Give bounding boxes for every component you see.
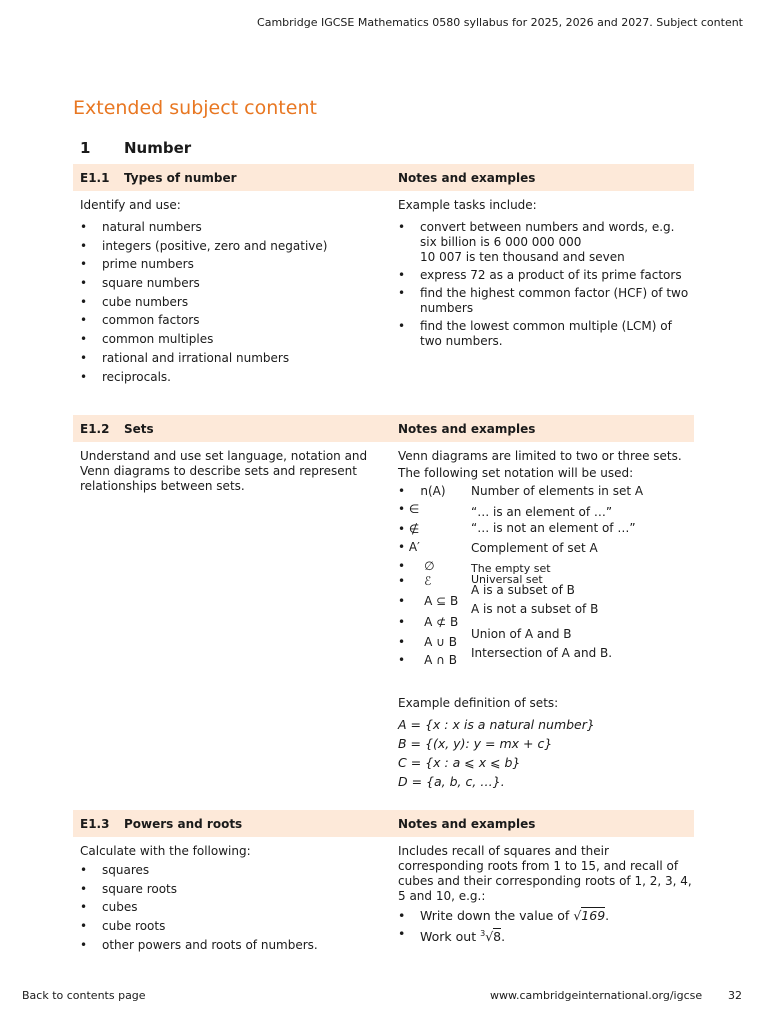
cube-root-sign: √ bbox=[485, 929, 494, 945]
e13-name: Powers and roots bbox=[124, 817, 243, 831]
notation-symbol: • n(A) bbox=[398, 484, 446, 498]
list-item: • square roots bbox=[80, 882, 370, 897]
notation-meaning: Union of A and B bbox=[471, 627, 572, 641]
e12-notes bbox=[398, 449, 694, 793]
list-item: • natural numbers bbox=[80, 220, 370, 235]
notation-meaning: A is a subset of B bbox=[471, 583, 575, 597]
section-heading bbox=[80, 139, 191, 157]
list-item: • common multiples bbox=[80, 332, 370, 347]
task-end: . bbox=[501, 929, 506, 945]
e11-name: Types of number bbox=[124, 171, 237, 185]
list-item: • express 72 as a product of its prime factors bbox=[398, 268, 694, 283]
notation-meaning: “… is an element of …” bbox=[471, 505, 613, 519]
e11-code: E1.1 bbox=[80, 171, 110, 185]
list-item: • find the highest common factor (HCF) of two numbers bbox=[398, 286, 694, 316]
e13-code: E1.3 bbox=[80, 817, 110, 831]
e11-content bbox=[80, 198, 370, 388]
e13-notes-text: Includes recall of squares and their corresponding roots from 1 to 15, and recall of cubes and their corresponding roots of 1, 2, 3, 4, 5 and 10, e.g.: bbox=[398, 844, 692, 903]
website-link[interactable]: www.cambridgeinternational.org/igcse bbox=[490, 989, 703, 1002]
e12-name: Sets bbox=[124, 422, 154, 436]
e13-intro: Calculate with the following: bbox=[80, 844, 251, 858]
notation-symbol: • A ⊆ B bbox=[398, 594, 459, 608]
root-index: 3 bbox=[480, 929, 486, 938]
list-item: • integers (positive, zero and negative) bbox=[80, 239, 370, 254]
e13-header-band bbox=[73, 810, 694, 837]
notation-symbol: • ∅ bbox=[398, 559, 435, 573]
list-item: • rational and irrational numbers bbox=[80, 351, 370, 366]
set-definition: A = {x : x is a natural number} bbox=[398, 717, 595, 732]
notation-symbol: • A ⊄ B bbox=[398, 615, 459, 629]
list-item bbox=[398, 926, 694, 944]
task-text: Work out bbox=[420, 929, 477, 945]
notation-symbol: • ∉ bbox=[398, 522, 420, 536]
note-line: • convert between numbers and words, e.g. bbox=[420, 220, 675, 234]
e13-notes bbox=[398, 844, 694, 947]
e13-content bbox=[80, 844, 370, 956]
radicand: 8 bbox=[493, 929, 502, 945]
note-line: 10 007 is ten thousand and seven bbox=[420, 250, 625, 264]
e11-list bbox=[80, 220, 370, 385]
list-item bbox=[398, 908, 694, 923]
e11-notes-intro: Example tasks include: bbox=[398, 198, 537, 212]
list-item: • cube numbers bbox=[80, 295, 370, 310]
notation-symbol: • A′ bbox=[398, 540, 420, 554]
radicand: 169 bbox=[581, 908, 606, 923]
notation-meaning: Universal set bbox=[471, 573, 543, 586]
list-item: • common factors bbox=[80, 313, 370, 328]
e12-notes-line1: Venn diagrams are limited to two or three sets. bbox=[398, 449, 682, 463]
list-item: • square numbers bbox=[80, 276, 370, 291]
e11-notes-list bbox=[398, 220, 694, 349]
page-title: Extended subject content bbox=[73, 97, 317, 119]
list-item: • prime numbers bbox=[80, 257, 370, 272]
notation-symbol: • A ∩ B bbox=[398, 653, 458, 667]
e11-header-band bbox=[73, 164, 694, 191]
set-definition: B = {(x, y): y = mx + c} bbox=[398, 736, 553, 751]
notation-meaning: “… is not an element of …” bbox=[471, 521, 636, 535]
e12-header-band bbox=[73, 415, 694, 442]
e12-notes-line2: The following set notation will be used: bbox=[398, 466, 634, 480]
list-item: • reciprocals. bbox=[80, 370, 370, 385]
notation-meaning: Complement of set A bbox=[471, 541, 598, 555]
notation-symbol: • A ∪ B bbox=[398, 635, 458, 649]
e11-notes-label: Notes and examples bbox=[398, 171, 536, 185]
section-title: Number bbox=[124, 139, 192, 157]
notation-meaning: A is not a subset of B bbox=[471, 602, 599, 616]
set-definitions bbox=[398, 717, 694, 789]
list-item: • other powers and roots of numbers. bbox=[80, 938, 370, 953]
set-definition: C = {x : a ⩽ x ⩽ b} bbox=[398, 755, 521, 770]
note-line: six billion is 6 000 000 000 bbox=[420, 235, 582, 249]
set-notation-list bbox=[398, 484, 694, 667]
list-item: • cubes bbox=[80, 900, 370, 915]
back-to-contents-link[interactable]: Back to contents page bbox=[22, 989, 146, 1002]
e13-tasks bbox=[398, 908, 694, 944]
list-item: • find the lowest common multiple (LCM) of two numbers. bbox=[398, 319, 694, 349]
list-item: • cube roots bbox=[80, 919, 370, 934]
e13-list bbox=[80, 863, 370, 953]
e12-example-label: Example definition of sets: bbox=[398, 696, 559, 710]
e11-intro: Identify and use: bbox=[80, 198, 181, 212]
e12-notes-label: Notes and examples bbox=[398, 422, 536, 436]
list-item bbox=[398, 220, 694, 265]
notation-meaning: Number of elements in set A bbox=[471, 484, 644, 498]
notation-meaning: Intersection of A and B. bbox=[471, 646, 613, 660]
set-definition: D = {a, b, c, …}. bbox=[398, 774, 505, 789]
list-item: • squares bbox=[80, 863, 370, 878]
notation-symbol: • ℰ bbox=[398, 574, 432, 588]
e13-notes-label: Notes and examples bbox=[398, 817, 536, 831]
e12-content: Understand and use set language, notation and Venn diagrams to describe sets and represent relationships between sets. bbox=[80, 449, 368, 493]
task-end: . bbox=[605, 908, 610, 923]
e12-code: E1.2 bbox=[80, 422, 110, 436]
notation-meaning: The empty set bbox=[471, 562, 551, 575]
section-number: 1 bbox=[80, 139, 91, 157]
square-root-sign: √ bbox=[573, 908, 582, 923]
task-text: Write down the value of bbox=[420, 908, 570, 923]
page-number: 32 bbox=[728, 989, 742, 1002]
notation-symbol: • ∈ bbox=[398, 502, 420, 516]
running-header: Cambridge IGCSE Mathematics 0580 syllabus for 2025, 2026 and 2027. Subject content bbox=[257, 16, 743, 29]
e11-notes bbox=[398, 198, 694, 352]
